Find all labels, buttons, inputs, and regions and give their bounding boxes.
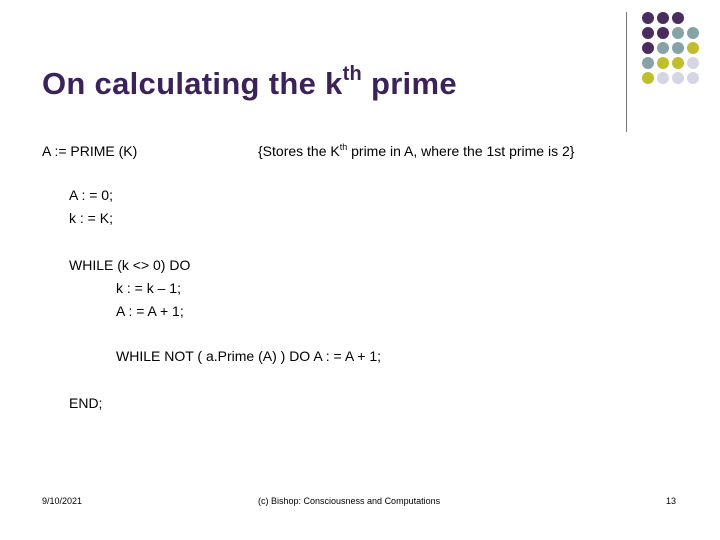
code-line-6: WHILE NOT ( a.Prime (A) ) DO A : = A + 1; [116, 348, 382, 364]
decorative-dot [642, 57, 654, 69]
decorative-dot [687, 57, 699, 69]
footer-credit: (c) Bishop: Consciousness and Computations [258, 496, 441, 506]
code-line-1: A : = 0; [69, 187, 113, 203]
decorative-dot [642, 12, 654, 24]
decorative-dot [672, 27, 684, 39]
decorative-dot [672, 72, 684, 84]
decorative-dot [672, 57, 684, 69]
decorative-dot [657, 72, 669, 84]
code-line-4: k : = k – 1; [116, 280, 181, 296]
decorative-dot [672, 42, 684, 54]
decorative-dot [657, 42, 669, 54]
decorative-dot [672, 12, 684, 24]
decorative-dot [657, 27, 669, 39]
decorative-dot [642, 42, 654, 54]
decorative-dot [642, 72, 654, 84]
code-line-5: A : = A + 1; [116, 303, 184, 319]
divider-line [626, 12, 627, 132]
code-line-3: WHILE (k <> 0) DO [69, 257, 191, 273]
slide-title: On calculating the $k^{th}$ prime [42, 63, 457, 101]
code-line-2: k : = K; [69, 210, 113, 226]
decorative-dot [687, 27, 699, 39]
decorative-dot [687, 72, 699, 84]
decorative-dot [657, 57, 669, 69]
decorative-dot [642, 27, 654, 39]
code-line-7: END; [69, 395, 103, 411]
decorative-dot [687, 42, 699, 54]
footer-date: 9/10/2021 [42, 496, 83, 506]
decorative-dot [657, 12, 669, 24]
function-comment: {Stores the $K^{th}$ prime in A, where the 1st prime is 2} [258, 142, 575, 159]
function-signature: A := PRIME (K) [42, 143, 138, 159]
footer-page-number: 13 [666, 496, 677, 506]
